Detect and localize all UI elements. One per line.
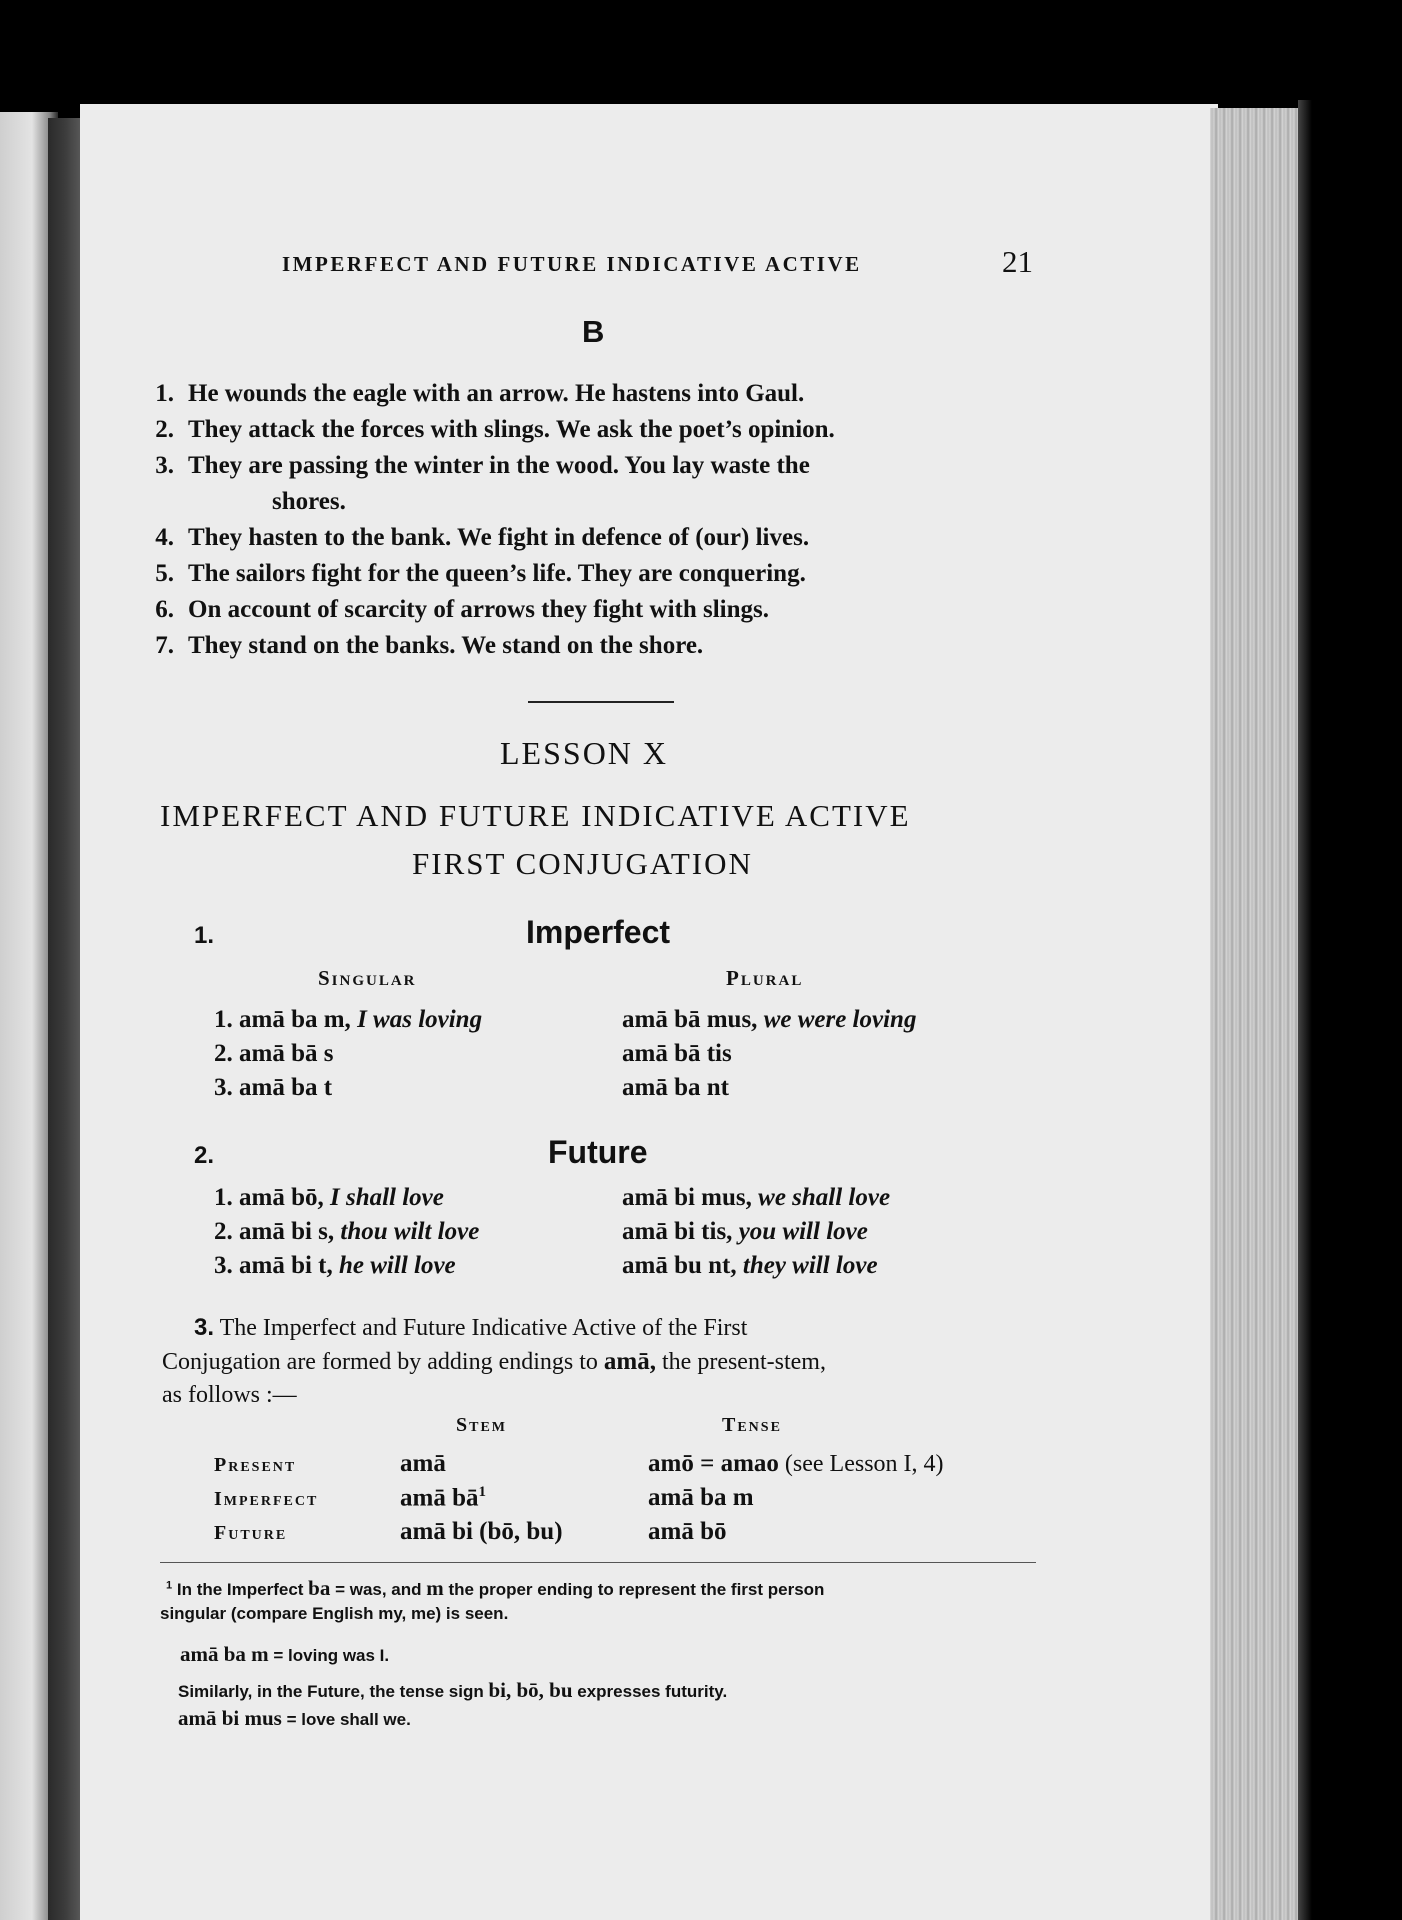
exercise-number: 7. — [155, 632, 174, 659]
exercise-item — [130, 452, 810, 480]
latin-form: amā bi t, — [239, 1252, 333, 1279]
exercise-number: 6. — [155, 596, 174, 623]
table-row-label: Future — [214, 1522, 288, 1544]
tense-form: amō = amao — [648, 1450, 779, 1477]
table-tense: amā bō — [648, 1518, 727, 1545]
person-number: 2. — [214, 1040, 233, 1067]
latin-form: amā ba m, — [239, 1006, 351, 1033]
lesson-subtitle: FIRST CONJUGATION — [412, 846, 753, 881]
footnote-text: = was, and — [330, 1580, 427, 1599]
latin-form: amā bu nt, — [622, 1252, 737, 1279]
imperfect-singular-3 — [214, 1074, 332, 1102]
footnote-line — [178, 1706, 411, 1731]
exercise-item — [130, 560, 806, 588]
exercise-continuation: shores. — [272, 488, 346, 515]
footnote-marker: 1 — [478, 1484, 486, 1500]
table-row-label: Imperfect — [214, 1488, 319, 1510]
footnote-text: In the Imperfect — [176, 1580, 309, 1599]
paragraph-line: as follows :— — [162, 1382, 297, 1408]
person-number: 2. — [214, 1218, 233, 1245]
footnote-mark: 1 — [166, 1579, 173, 1592]
table-row-label: Present — [214, 1454, 297, 1476]
english-gloss: we shall love — [758, 1184, 891, 1211]
future-singular-1 — [214, 1184, 444, 1212]
footnote-text: Similarly, in the Future, the tense sign — [178, 1682, 489, 1701]
footnote-latin: ba — [308, 1576, 331, 1600]
exercise-item — [130, 524, 809, 552]
tense-column-header: Tense — [722, 1414, 782, 1436]
lesson-title: IMPERFECT AND FUTURE INDICATIVE ACTIVE — [160, 798, 911, 833]
section-divider — [528, 701, 674, 703]
exercise-text: The sailors fight for the queen’s life. They are conquering. — [188, 560, 806, 587]
latin-form: amā bā mus, — [622, 1006, 758, 1033]
footnote-latin: amā ba m — [180, 1642, 269, 1666]
english-gloss: he will love — [339, 1252, 456, 1279]
stem-column-header: Stem — [456, 1414, 508, 1436]
section-number: 2. — [194, 1142, 215, 1169]
exercise-number: 2. — [155, 416, 174, 443]
english-gloss: you will love — [738, 1218, 868, 1245]
latin-form: amā bi mus, — [622, 1184, 752, 1211]
latin-form: amā bi tis, — [622, 1218, 733, 1245]
table-stem — [400, 1484, 486, 1512]
footnote-line — [180, 1642, 389, 1667]
person-number: 3. — [214, 1252, 233, 1279]
exercise-number: 3. — [155, 452, 174, 479]
paragraph-text: The Imperfect and Future Indicative Active of the First — [219, 1315, 748, 1341]
table-tense: amā ba m — [648, 1484, 754, 1511]
page-edges — [1210, 108, 1298, 1920]
exercise-number: 1. — [155, 380, 174, 407]
paragraph-line — [194, 1314, 747, 1342]
imperfect-plural-1 — [622, 1006, 916, 1034]
exercise-text: They attack the forces with slings. We ask the poet’s opinion. — [188, 416, 835, 443]
exercise-heading: B — [582, 314, 605, 349]
paragraph-text: the present-stem, — [656, 1349, 826, 1375]
future-singular-3 — [214, 1252, 456, 1280]
english-gloss: we were loving — [763, 1006, 917, 1033]
footnote-text: expresses futurity. — [572, 1682, 728, 1701]
future-plural-3 — [622, 1252, 878, 1280]
table-stem: amā bi (bō, bu) — [400, 1518, 563, 1545]
exercise-text: He wounds the eagle with an arrow. He hastens into Gaul. — [188, 380, 805, 407]
exercise-number: 4. — [155, 524, 174, 551]
exercise-text: They stand on the banks. We stand on the shore. — [188, 632, 704, 659]
paragraph-number: 3. — [194, 1314, 215, 1341]
exercise-number: 5. — [155, 560, 174, 587]
english-gloss: I was loving — [357, 1006, 483, 1033]
stem-form: amā bā — [400, 1484, 479, 1512]
english-gloss: I shall love — [329, 1184, 444, 1211]
footnote-latin: m — [426, 1576, 444, 1600]
future-plural-1 — [622, 1184, 890, 1212]
latin-form: amā ba nt — [622, 1074, 729, 1101]
future-heading: Future — [548, 1134, 648, 1170]
exercise-text: They are passing the winter in the wood. You lay waste the — [188, 452, 810, 479]
table-tense — [648, 1450, 944, 1478]
latin-form: amā bā s — [239, 1040, 334, 1067]
future-plural-2 — [622, 1218, 868, 1246]
book-gutter — [48, 118, 82, 1920]
tense-note: (see Lesson I, 4) — [778, 1451, 944, 1477]
imperfect-plural-3 — [622, 1074, 729, 1102]
footnote-text: = loving was I. — [268, 1646, 390, 1665]
latin-form: amā ba t — [239, 1074, 333, 1101]
singular-label: Singular — [318, 966, 417, 990]
english-gloss: they will love — [742, 1252, 878, 1279]
footnote-text: = love shall we. — [281, 1710, 411, 1729]
running-head: IMPERFECT AND FUTURE INDICATIVE ACTIVE — [282, 252, 862, 276]
imperfect-plural-2 — [622, 1040, 732, 1068]
paragraph-line — [162, 1348, 826, 1376]
person-number: 1. — [214, 1006, 233, 1033]
latin-form: amā bi s, — [239, 1218, 335, 1245]
exercise-text: On account of scarcity of arrows they fight with slings. — [188, 596, 769, 623]
section-number: 1. — [194, 922, 215, 949]
exercise-item — [130, 596, 769, 624]
paragraph-text: Conjugation are formed by adding endings to — [162, 1349, 604, 1375]
page-edge-shadow — [1298, 100, 1312, 1920]
person-number: 1. — [214, 1184, 233, 1211]
person-number: 3. — [214, 1074, 233, 1101]
plural-label: Plural — [726, 966, 804, 990]
english-gloss: thou wilt love — [340, 1218, 480, 1245]
imperfect-singular-1 — [214, 1006, 482, 1034]
exercise-item — [130, 416, 835, 444]
table-stem: amā — [400, 1450, 446, 1477]
footnote-text: the proper ending to represent the first person — [443, 1580, 825, 1599]
footnote-line — [178, 1678, 727, 1703]
lesson-number: LESSON X — [500, 735, 669, 771]
latin-form: amā bā tis — [622, 1040, 732, 1067]
exercise-item — [130, 380, 804, 408]
footnote-line: singular (compare English my, me) is seen. — [160, 1604, 509, 1623]
footnote-line — [166, 1576, 824, 1601]
exercise-text: They hasten to the bank. We fight in defence of (our) lives. — [188, 524, 810, 551]
future-singular-2 — [214, 1218, 479, 1246]
imperfect-heading: Imperfect — [526, 914, 671, 950]
footnote-latin: bi, bō, bu — [488, 1678, 573, 1702]
paragraph-latin: amā, — [603, 1348, 656, 1375]
exercise-item — [130, 632, 703, 660]
footnote-divider — [160, 1562, 1036, 1563]
page-number: 21 — [1002, 244, 1033, 279]
imperfect-singular-2 — [214, 1040, 333, 1068]
footnote-latin: amā bi mus — [178, 1706, 282, 1730]
latin-form: amā bō, — [239, 1184, 324, 1211]
